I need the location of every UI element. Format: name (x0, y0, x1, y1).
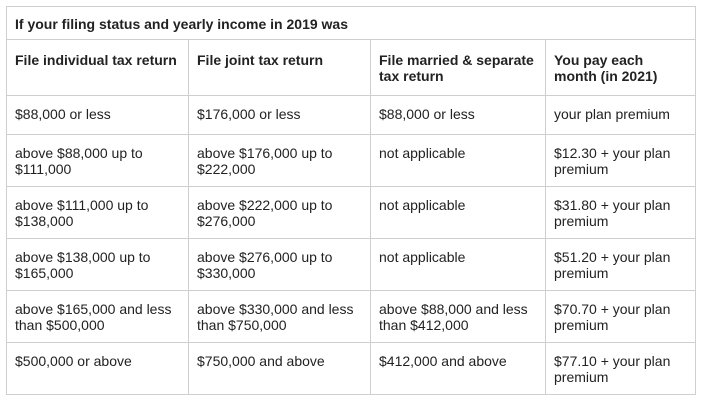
premium-table-container (6, 6, 695, 395)
cell-monthly-payment: $12.30 + your plan premium (546, 135, 696, 187)
cell-joint: above $176,000 up to $222,000 (189, 135, 371, 187)
cell-monthly-payment: $51.20 + your plan premium (546, 239, 696, 291)
header-joint: File joint tax return (189, 40, 371, 96)
cell-married-separate: not applicable (371, 187, 546, 239)
header-row (7, 40, 696, 96)
cell-joint: above $222,000 up to $276,000 (189, 187, 371, 239)
cell-married-separate: not applicable (371, 239, 546, 291)
caption-row (7, 7, 696, 40)
table-row (7, 343, 696, 395)
cell-married-separate: $88,000 or less (371, 96, 546, 135)
cell-individual: above $138,000 up to $165,000 (7, 239, 189, 291)
table-row (7, 239, 696, 291)
cell-married-separate: not applicable (371, 135, 546, 187)
cell-joint: above $330,000 and less than $750,000 (189, 291, 371, 343)
cell-individual: above $111,000 up to $138,000 (7, 187, 189, 239)
cell-individual: $500,000 or above (7, 343, 189, 395)
table-row (7, 135, 696, 187)
table-caption: If your filing status and yearly income in 2019 was (7, 7, 696, 40)
cell-monthly-payment: your plan premium (546, 96, 696, 135)
cell-monthly-payment: $77.10 + your plan premium (546, 343, 696, 395)
cell-married-separate: $412,000 and above (371, 343, 546, 395)
cell-joint: above $276,000 up to $330,000 (189, 239, 371, 291)
cell-joint: $176,000 or less (189, 96, 371, 135)
cell-married-separate: above $88,000 and less than $412,000 (371, 291, 546, 343)
cell-individual: above $88,000 up to $111,000 (7, 135, 189, 187)
premium-table (6, 6, 696, 395)
cell-individual: above $165,000 and less than $500,000 (7, 291, 189, 343)
table-row (7, 291, 696, 343)
cell-joint: $750,000 and above (189, 343, 371, 395)
header-monthly-payment: You pay each month (in 2021) (546, 40, 696, 96)
cell-monthly-payment: $31.80 + your plan premium (546, 187, 696, 239)
header-married-separate: File married & separate tax return (371, 40, 546, 96)
cell-individual: $88,000 or less (7, 96, 189, 135)
cell-monthly-payment: $70.70 + your plan premium (546, 291, 696, 343)
table-row (7, 96, 696, 135)
table-row (7, 187, 696, 239)
header-individual: File individual tax return (7, 40, 189, 96)
